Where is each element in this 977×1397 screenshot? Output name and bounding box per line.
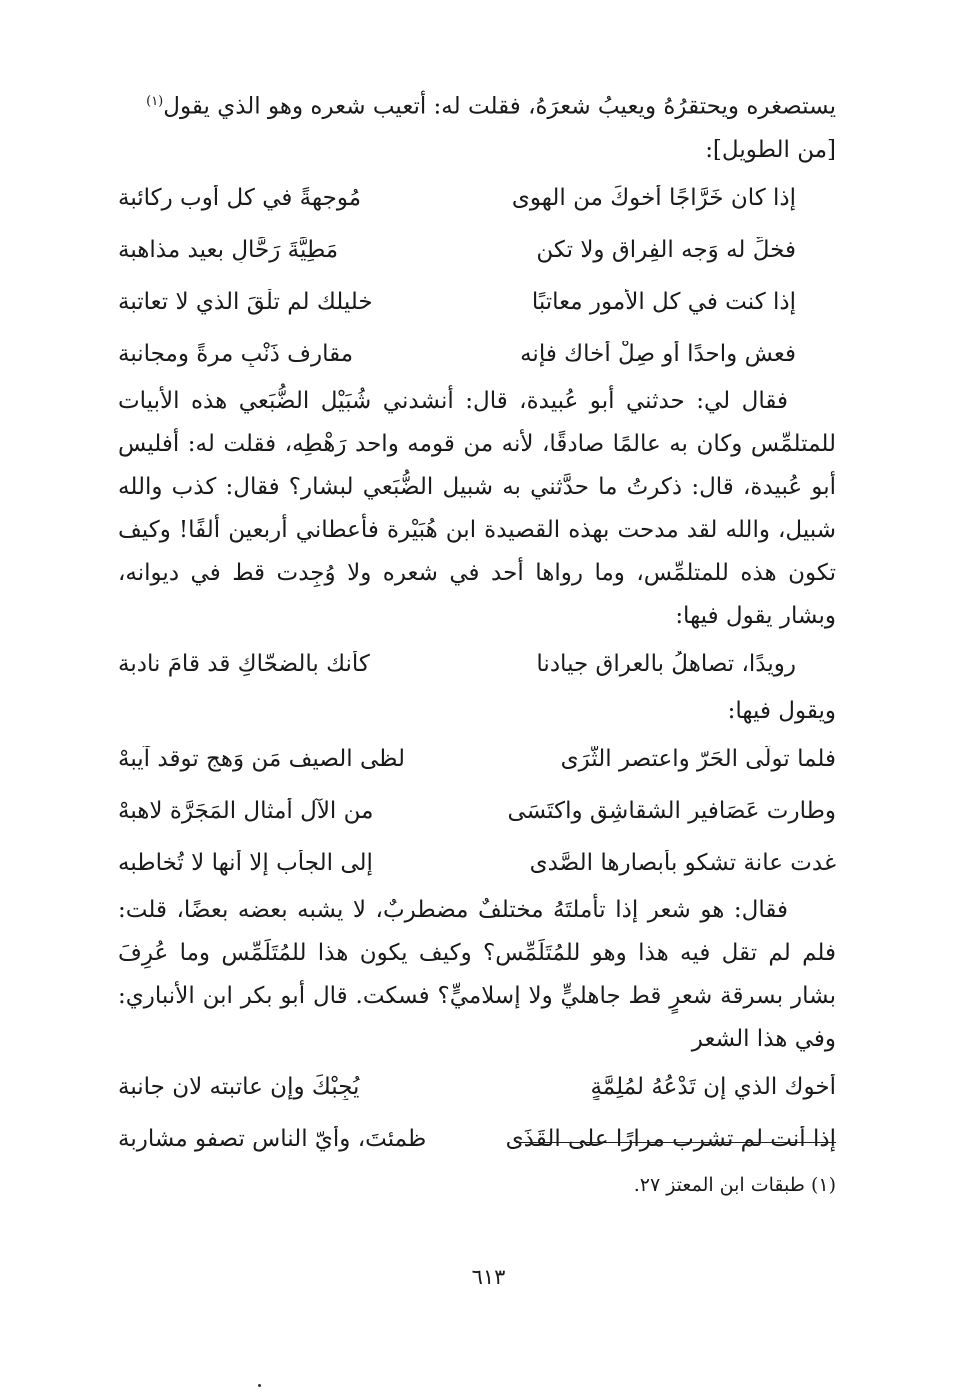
verse-second-hemistich: خليلك لم تلْقَ الذي لا تعاتبة: [118, 288, 373, 315]
verse-second-hemistich: مَطِيَّةَ رَحَّالٍ بعيد مذاهبة: [118, 236, 339, 263]
footnote: [118, 1170, 836, 1200]
page-body: [118, 80, 836, 1165]
verse-first-hemistich: أخوك الذي إن تَدْعُهُ لمُلِمَّةٍ: [590, 1073, 836, 1100]
verse-second-hemistich: لظى الصيف مَن وَهج توقد آيبهْ: [118, 745, 406, 772]
body-paragraph-1: فقال لي: حدثني أبو عُبيدة، قال: أنشدني شُبَيْل الضُّبَعي هذه الأبيات للمتلمِّس وكان به عالمًا صادقًا، لأنه من قومه واحد رَهْطِه، فقلت له: أفليس أبو عُبيدة، قال: ذكرتُ ما حدَّثني به شبيل الضُّبَعي لبشار؟ فقال: كذب والله شبيل، والله لقد مدحت بهذه القصيدة ابن هُبَيْرة فأعطاني أربعين ألفًا! وكيف تكون هذه للمتلمِّس، وما رواها أحد في شعره ولا وُجِدت قط في ديوانه، وبشار يقول فيها:: [118, 387, 836, 629]
verse-second-hemistich: مُوجهةً في كل أوب ركائبة: [118, 184, 362, 211]
meter-label: [من الطويل]:: [705, 136, 836, 163]
verse-second-hemistich: من الآل أمثال المَجَرَّة لاهبهْ: [118, 797, 374, 824]
verse-line: [118, 1113, 836, 1165]
footnote-text: طبقات ابن المعتز ٢٧.: [633, 1174, 805, 1196]
page-number: ٦١٣: [471, 1265, 506, 1289]
intro-paragraph: [118, 80, 836, 129]
verse-first-hemistich: إذا أنت لم تشرب مرارًا على القَذَى: [505, 1125, 836, 1152]
verse-line: [118, 276, 836, 328]
body-paragraph-3: فقال: هو شعر إذا تأملتَهُ مختلفٌ مضطربٌ، لا يشبه بعضه بعضًا، قلت: فلم لم تقل فيه هذا وهو للمُتَلَمِّس؟ وكيف يكون هذا للمُتَلَمِّس وما عُرِفَ بشار بسرقة شعرٍ قط جاهليٍّ ولا إسلاميٍّ؟ فسكت. قال أبو بكر ابن الأنباري: وفي هذا الشعر: [118, 896, 836, 1052]
verse-second-hemistich: مقارف ذَنْبٍ مرةً ومجانبة: [118, 340, 354, 367]
verse-first-hemistich: فعش واحدًا أو صِلْ أخاك فإنه: [520, 340, 796, 367]
verse-line: [118, 1061, 836, 1113]
verse-line: [118, 172, 836, 224]
verse-first-hemistich: وطارت عَصَافير الشقاشِق واكتَسَى: [507, 797, 836, 824]
verse-group-4: [118, 1061, 836, 1165]
verse-group-2: [118, 638, 836, 690]
verse-line: [118, 785, 836, 837]
verse-first-hemistich: فلما تولَّى الحَرّ واعتصر الثَّرَى: [560, 745, 836, 772]
footnote-number: (١): [810, 1174, 836, 1196]
verse-first-hemistich: فخلِّ له وَجه الفِراق ولا تكن: [536, 236, 796, 263]
verse-line: [118, 837, 836, 889]
verse-first-hemistich: غدت عانة تشكو بأبصارها الصَّدى: [529, 849, 836, 876]
scan-speck: [258, 1384, 261, 1387]
footnote-reference[interactable]: (١): [146, 94, 164, 109]
verse-line: [118, 733, 836, 785]
footnote-separator: [516, 1142, 836, 1143]
verse-line: [118, 224, 836, 276]
verse-second-hemistich: كأنك بالضحّاكِ قد قامَ نادبة: [118, 650, 370, 677]
verse-first-hemistich: إذا كنت في كل الأمور معاتبًا: [531, 288, 796, 315]
verse-line: [118, 638, 836, 690]
verse-line: [118, 328, 836, 380]
verse-second-hemistich: ظمئتَ، وأيّ الناس تصفو مشاربة: [118, 1125, 427, 1152]
verse-first-hemistich: رويدًا، تصاهلُ بالعراق جيادنا: [536, 650, 796, 677]
verse-group-3: [118, 733, 836, 889]
verse-second-hemistich: إلى الجأب إلا أنها لا تُخاطبه: [118, 849, 373, 876]
verse-first-hemistich: إذا كان خَرَّاجًا أخوكَ من الهوى: [511, 184, 796, 211]
body-paragraph-2: ويقول فيها:: [727, 697, 836, 724]
verse-second-hemistich: يُجِبْكَ وإن عاتبته لان جانبة: [118, 1073, 360, 1100]
verse-group-1: [118, 172, 836, 380]
intro-text: يستصغره ويحتقرُهُ ويعيبُ شعرَهُ، فقلت له: أتعيب شعره وهو الذي يقول: [163, 93, 836, 120]
